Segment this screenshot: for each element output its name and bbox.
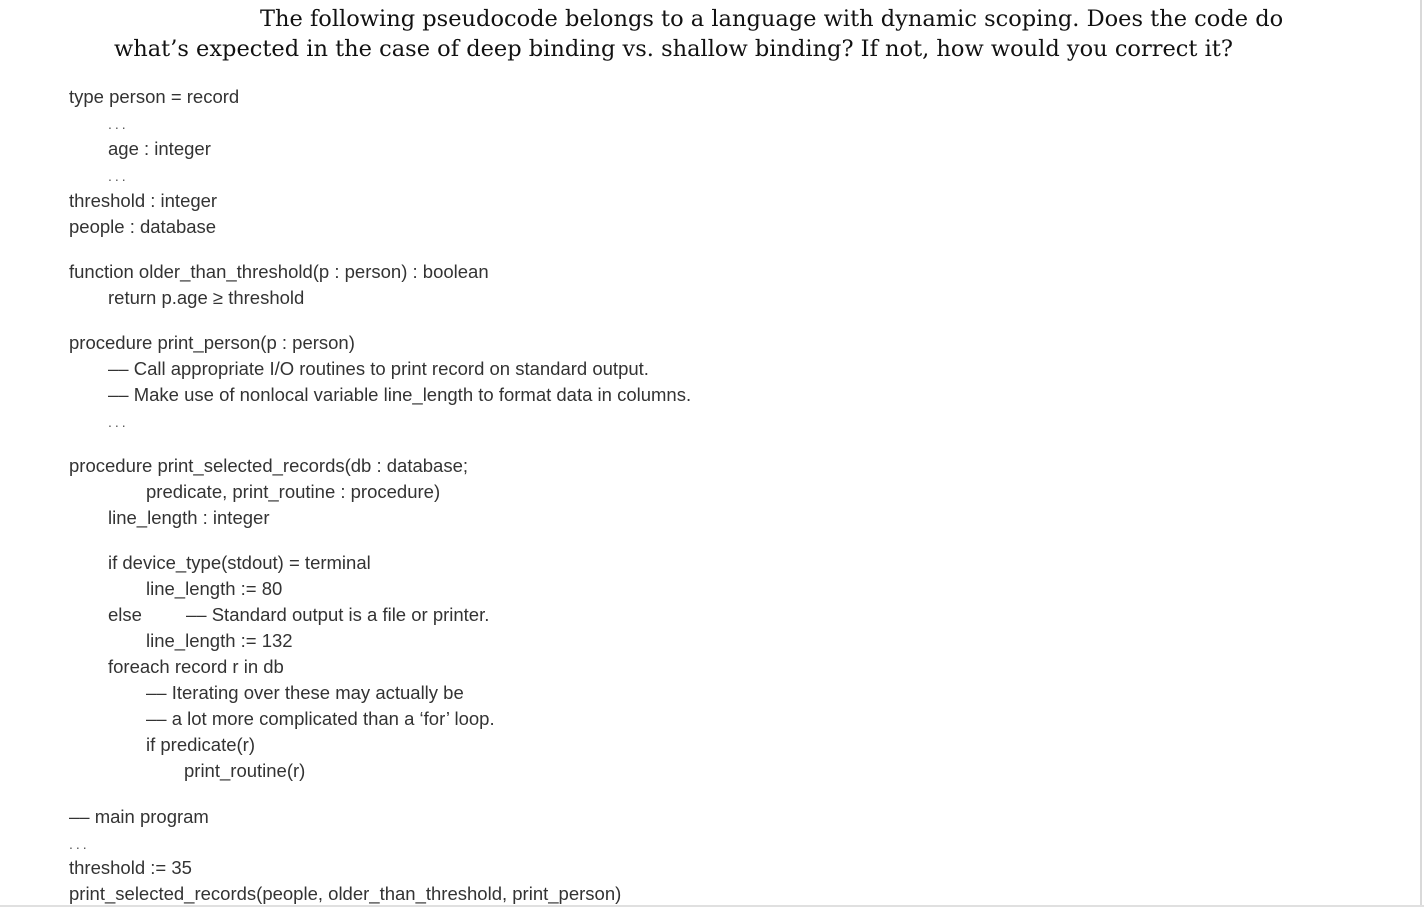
code-line: age : integer <box>108 138 211 159</box>
question-line-2: what’s expected in the case of deep binding vs. shallow binding? If not, how would you correct it? <box>114 36 1233 62</box>
code-line: procedure print_selected_records(db : database; <box>69 455 469 476</box>
code-line: line_length : integer <box>108 507 270 528</box>
code-line: print_routine(r) <box>184 760 306 781</box>
code-line: type person = record <box>69 86 240 107</box>
code-comment: –– Standard output is a file or printer. <box>186 604 490 625</box>
ellipsis: ... <box>108 116 129 132</box>
page-edge-right <box>1420 0 1422 907</box>
code-comment: –– Call appropriate I/O routines to print record on standard output. <box>108 358 649 379</box>
code-line: threshold : integer <box>69 190 218 211</box>
code-line: line_length := 132 <box>146 630 293 651</box>
code-line: predicate, print_routine : procedure) <box>146 481 441 502</box>
code-comment: –– Make use of nonlocal variable line_length to format data in columns. <box>108 384 692 405</box>
code-line: foreach record r in db <box>108 656 284 677</box>
code-line: return p.age ≥ threshold <box>108 287 305 308</box>
code-line: threshold := 35 <box>69 857 192 878</box>
code-line: else <box>108 604 142 625</box>
code-line: print_selected_records(people, older_than_threshold, print_person) <box>69 883 622 904</box>
code-comment: –– main program <box>69 806 209 827</box>
code-line: procedure print_person(p : person) <box>69 332 355 353</box>
code-comment: –– Iterating over these may actually be <box>146 682 464 703</box>
ellipsis: ... <box>69 836 90 852</box>
code-comment: –– a lot more complicated than a ‘for’ loop. <box>146 708 495 729</box>
ellipsis: ... <box>108 168 129 184</box>
question-line-1: The following pseudocode belongs to a language with dynamic scoping. Does the code do <box>260 6 1284 32</box>
code-line: people : database <box>69 216 217 237</box>
code-line: line_length := 80 <box>146 578 283 599</box>
code-line: if device_type(stdout) = terminal <box>108 552 371 573</box>
ellipsis: ... <box>108 414 129 430</box>
code-line: function older_than_threshold(p : person) : boolean <box>69 261 489 282</box>
code-line: if predicate(r) <box>146 734 255 755</box>
